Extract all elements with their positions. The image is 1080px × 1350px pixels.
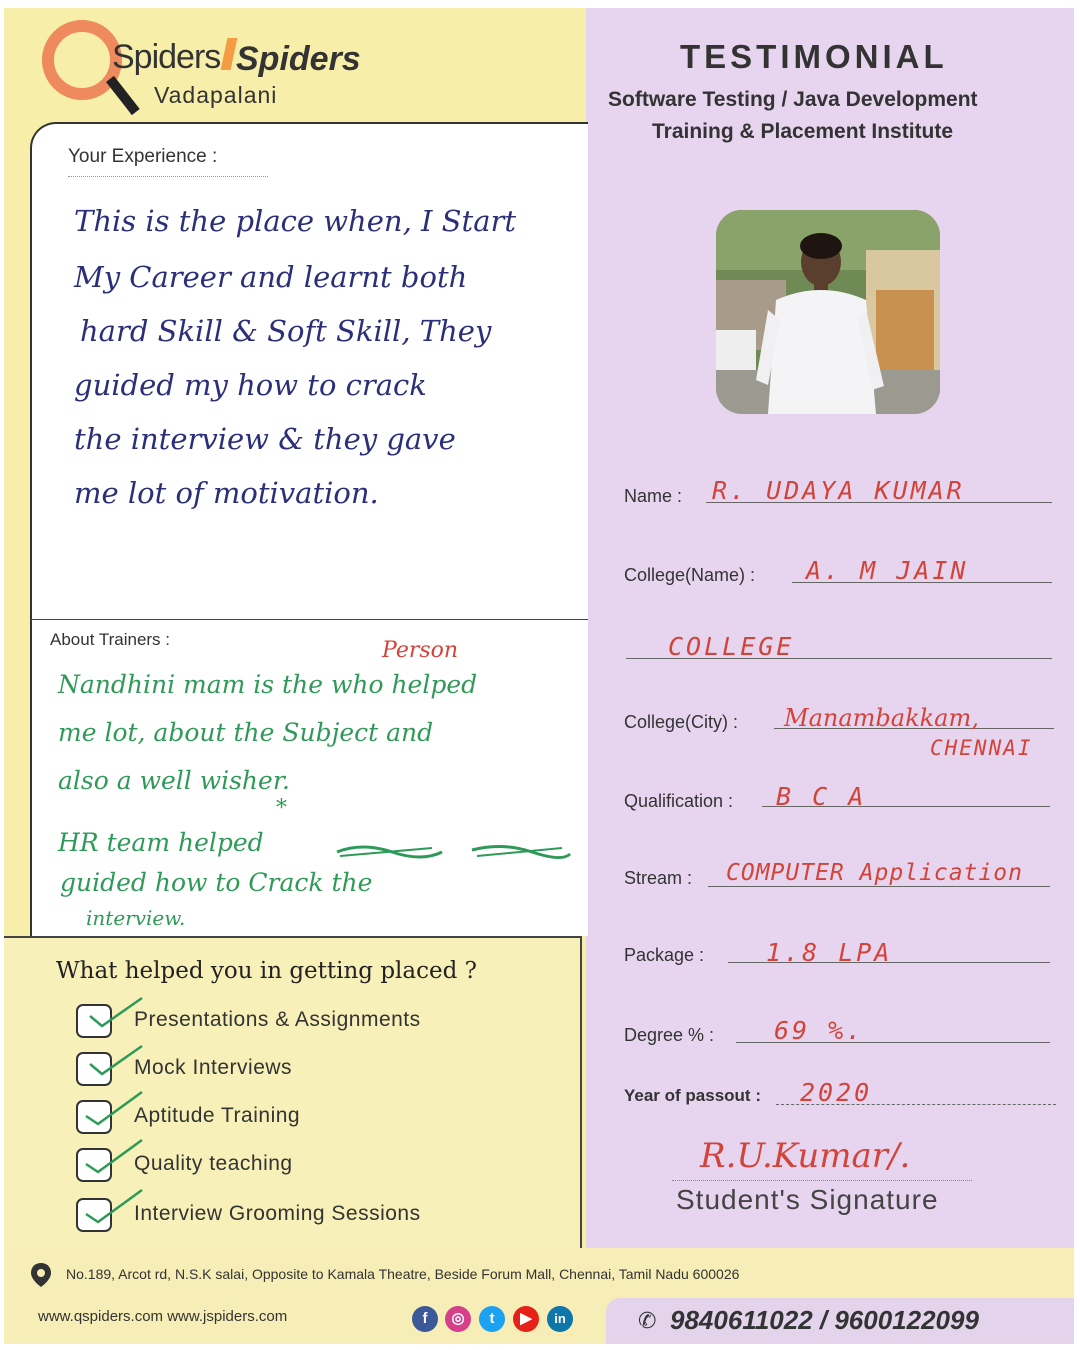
scribble-strikeout	[332, 838, 572, 864]
city-label: College(City) :	[624, 712, 739, 732]
branch-name: Vadapalani	[154, 82, 278, 108]
package-value: 1.8 LPA	[766, 938, 893, 967]
year-label: Year of passout :	[624, 1086, 761, 1105]
experience-line: the interview & they gave	[74, 422, 456, 456]
city-value: Manambakkam,	[784, 704, 979, 732]
checklist-label: Mock Interviews	[134, 1056, 293, 1079]
trainers-line: HR team helped	[58, 828, 264, 857]
college-label: College(Name) :	[624, 565, 756, 585]
experience-line: hard Skill & Soft Skill, They	[80, 314, 492, 348]
checklist-label: Quality teaching	[134, 1152, 293, 1175]
student-signature: R.U.Kumar/.	[700, 1136, 911, 1176]
experience-line: This is the place when, I Start	[74, 204, 517, 238]
college-value-2: COLLEGE	[668, 632, 795, 661]
name-label: Name :	[624, 486, 683, 506]
experience-line: guided my how to crack	[74, 368, 427, 402]
qualification-value: B C A	[776, 782, 867, 811]
year-value: 2020	[800, 1078, 873, 1107]
jspiders-logo-text: Spiders	[236, 40, 361, 78]
experience-title: Your Experience :	[68, 146, 218, 167]
trainers-line: guided how to Crack the	[60, 868, 373, 897]
placement-help-panel	[4, 936, 582, 1248]
stream-line	[708, 886, 1050, 887]
trainers-line: Nandhini mam is the who helped	[58, 670, 478, 699]
twitter-icon[interactable]: t	[479, 1306, 505, 1332]
signature-label: Student's Signature	[676, 1184, 939, 1215]
degree-value: 69 %.	[774, 1016, 865, 1045]
checklist-label: Interview Grooming Sessions	[134, 1202, 421, 1225]
trainers-insert-word: Person	[382, 638, 459, 663]
institute-subtitle: Training & Placement Institute	[652, 120, 954, 143]
name-value: R. UDAYA KUMAR	[712, 476, 965, 505]
checklist-label: Presentations & Assignments	[134, 1008, 421, 1031]
linkedin-icon[interactable]: in	[547, 1306, 573, 1332]
phone-icon: ✆	[638, 1308, 657, 1333]
trainers-title: About Trainers :	[50, 630, 171, 649]
city-value-2: CHENNAI	[930, 736, 1033, 760]
experience-line: My Career and learnt both	[74, 260, 468, 294]
trainers-panel	[30, 620, 588, 936]
instagram-icon[interactable]: ◎	[445, 1306, 471, 1332]
qspiders-logo-text: Spiders	[112, 38, 221, 76]
footer-websites: www.qspiders.com www.jspiders.com	[38, 1308, 288, 1325]
student-photo-illustration	[716, 210, 940, 414]
institute-subtitle: Software Testing / Java Development	[608, 88, 978, 111]
page-title: TESTIMONIAL	[680, 38, 948, 75]
checklist-label: Aptitude Training	[134, 1104, 301, 1127]
youtube-icon[interactable]: ▶	[513, 1306, 539, 1332]
footer-address: No.189, Arcot rd, N.S.K salai, Opposite to Kamala Theatre, Beside Forum Mall, Chennai, Tamil Nadu 600026	[66, 1266, 740, 1282]
right-background	[586, 8, 1074, 1248]
facebook-icon[interactable]: f	[412, 1306, 438, 1332]
qualification-label: Qualification :	[624, 791, 734, 811]
stream-label: Stream :	[624, 868, 693, 888]
trainers-line: interview.	[86, 906, 186, 930]
trainers-insert-star: *	[276, 796, 287, 821]
qspiders-jspiders-logo	[36, 20, 416, 115]
student-photo	[716, 210, 940, 414]
location-pin-icon	[30, 1262, 52, 1288]
trainers-line: me lot, about the Subject and	[58, 718, 434, 747]
trainers-line: also a well wisher.	[58, 766, 290, 795]
signature-line	[672, 1180, 972, 1181]
experience-title-underline	[68, 176, 268, 177]
degree-label: Degree % :	[624, 1025, 715, 1045]
footer-phones: 9840611022 / 9600122099	[670, 1305, 979, 1335]
package-label: Package :	[624, 945, 705, 965]
placement-help-title: What helped you in getting placed ?	[56, 958, 477, 984]
experience-panel	[30, 122, 588, 620]
j-logo-mark	[221, 38, 238, 70]
magnifier-handle	[106, 76, 140, 115]
experience-line: me lot of motivation.	[74, 476, 379, 510]
college-value: A. M JAIN	[806, 556, 969, 585]
stream-value: COMPUTER Application	[726, 860, 1023, 886]
